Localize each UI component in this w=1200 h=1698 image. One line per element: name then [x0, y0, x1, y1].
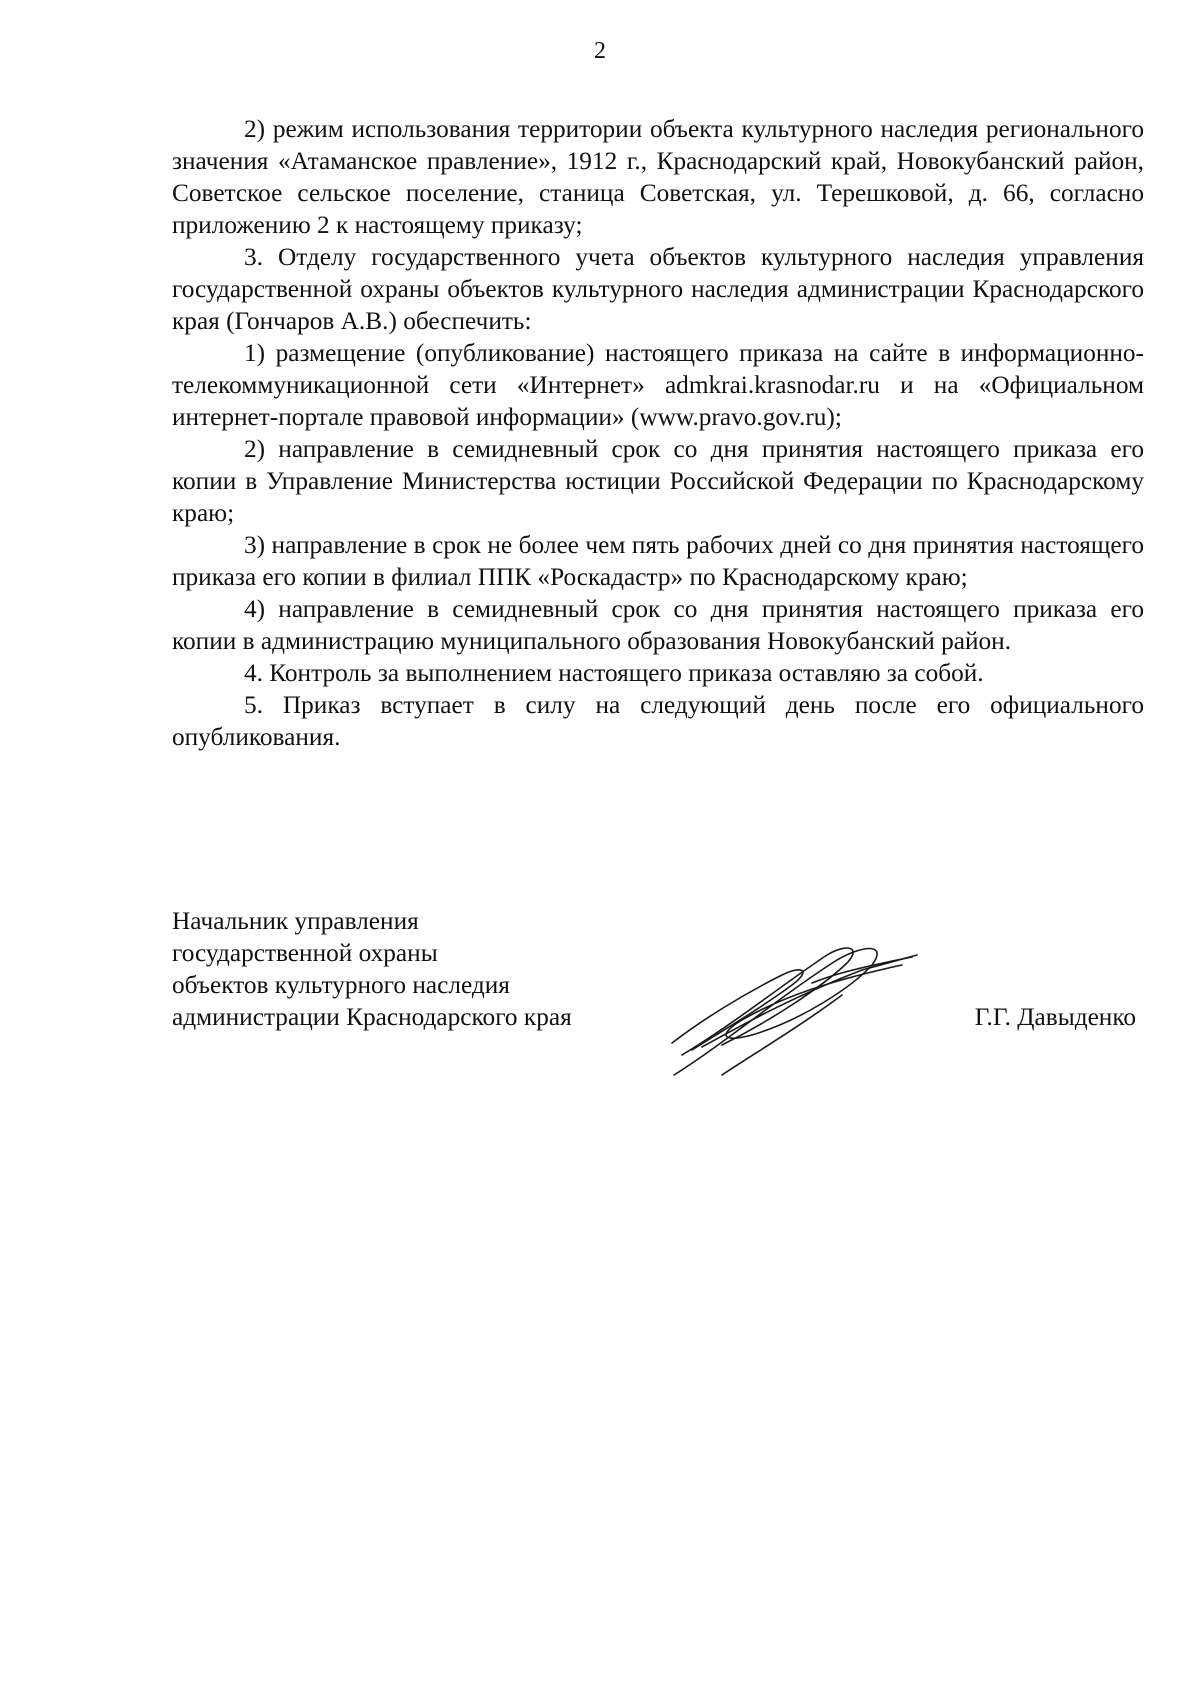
- page-number: 2: [594, 38, 606, 64]
- signatory-title-line: государственной охраны: [172, 939, 438, 967]
- paragraph-department-task: 3. Отделу государственного учета объектов культурного наследия управления государственной охраны объектов культурного наследия администрации Краснодарского края (Гончаров А.В.) обеспечить:: [172, 243, 1144, 335]
- handwritten-signature: [662, 925, 922, 1085]
- signatory-name: Г.Г. Давыденко: [974, 1003, 1136, 1031]
- document-body: [172, 113, 1144, 753]
- signatory-title-line: объектов культурного наследия: [172, 971, 510, 999]
- paragraph-control: 4. Контроль за выполнением настоящего приказа оставляю за собой.: [244, 659, 984, 687]
- paragraph-municipal-admin: 4) направление в семидневный срок со дня принятия настоящего приказа его копии в администрацию муниципального образования Новокубанский район.: [172, 595, 1144, 655]
- paragraph-roskadastr: 3) направление в срок не более чем пять рабочих дней со дня принятия настоящего приказа его копии в филиал ППК «Роскадастр» по Краснодарскому краю;: [172, 531, 1144, 591]
- signatory-title-line: администрации Краснодарского края: [172, 1003, 572, 1031]
- signature-block: [172, 905, 1144, 1085]
- paragraph-publication: 1) размещение (опубликование) настоящего приказа на сайте в информационно-телекоммуникационной сети «Интернет» admkrai.krasnodar.ru и на «Официальном интернет-портале правовой информации» (www.pravo.gov.ru);: [172, 339, 1144, 431]
- signatory-title: [172, 905, 572, 1033]
- signatory-title-line: Начальник управления: [172, 907, 419, 935]
- paragraph-effective-date: 5. Приказ вступает в силу на следующий день после его официального опубликования.: [172, 691, 1144, 751]
- paragraph-regime-usage: 2) режим использования территории объекта культурного наследия регионального значения «Атаманское правление», 1912 г., Краснодарский край, Новокубанский район, Советское сельское поселение, станица Советская, ул. Терешковой, д. 66, согласно приложению 2 к настоящему приказу;: [172, 115, 1144, 239]
- paragraph-ministry-justice: 2) направление в семидневный срок со дня принятия настоящего приказа его копии в Управление Министерства юстиции Российской Федерации по Краснодарскому краю;: [172, 435, 1144, 527]
